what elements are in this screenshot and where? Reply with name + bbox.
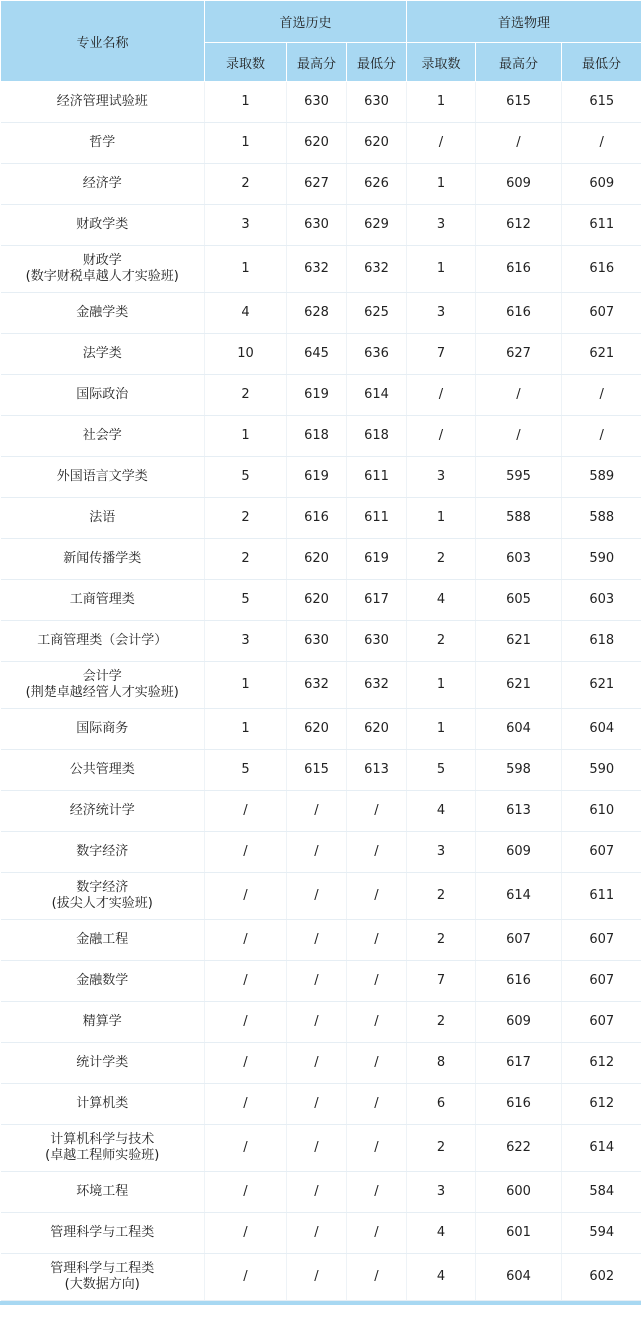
major-name-cell bbox=[1, 873, 205, 920]
physics-admitted-cell: 1 bbox=[407, 82, 476, 123]
physics-max-score-cell: 615 bbox=[476, 82, 562, 123]
history-admitted-cell: 1 bbox=[205, 246, 287, 293]
history-max-score-cell: / bbox=[287, 1084, 347, 1125]
history-max-score-cell: 620 bbox=[287, 580, 347, 621]
physics-admitted-cell: 4 bbox=[407, 791, 476, 832]
physics-max-score-cell: / bbox=[476, 375, 562, 416]
history-min-score-cell: 630 bbox=[347, 621, 407, 662]
history-admitted-cell: 3 bbox=[205, 205, 287, 246]
table-row bbox=[1, 1002, 641, 1043]
history-admitted-cell: 2 bbox=[205, 539, 287, 580]
physics-min-score-cell: 604 bbox=[562, 709, 641, 750]
physics-admitted-cell: 4 bbox=[407, 1254, 476, 1301]
history-admitted-cell: 1 bbox=[205, 416, 287, 457]
major-name-cell bbox=[1, 498, 205, 539]
history-max-score-cell: / bbox=[287, 1002, 347, 1043]
major-name-cell bbox=[1, 539, 205, 580]
history-min-score-cell: / bbox=[347, 873, 407, 920]
history-min-score-cell: 630 bbox=[347, 82, 407, 123]
history-max-score-cell: / bbox=[287, 920, 347, 961]
history-max-score-cell: 645 bbox=[287, 334, 347, 375]
history-max-score-cell: 619 bbox=[287, 457, 347, 498]
history-min-score-cell: 629 bbox=[347, 205, 407, 246]
history-min-score-cell: 625 bbox=[347, 293, 407, 334]
header-history-max: 最高分 bbox=[287, 43, 347, 82]
table-row bbox=[1, 873, 641, 920]
physics-max-score-cell: 607 bbox=[476, 920, 562, 961]
major-name-cell bbox=[1, 457, 205, 498]
physics-admitted-cell: 2 bbox=[407, 621, 476, 662]
physics-max-score-cell: 595 bbox=[476, 457, 562, 498]
major-name-cell bbox=[1, 1002, 205, 1043]
major-name-cell bbox=[1, 416, 205, 457]
history-min-score-cell: 618 bbox=[347, 416, 407, 457]
major-name-cell bbox=[1, 961, 205, 1002]
physics-admitted-cell: 3 bbox=[407, 205, 476, 246]
history-max-score-cell: 628 bbox=[287, 293, 347, 334]
major-name: 管理科学与工程类 bbox=[50, 1261, 155, 1276]
physics-admitted-cell: 2 bbox=[407, 1125, 476, 1172]
physics-min-score-cell: 607 bbox=[562, 293, 641, 334]
header-major-name: 专业名称 bbox=[1, 1, 205, 82]
history-min-score-cell: / bbox=[347, 1084, 407, 1125]
table-row bbox=[1, 662, 641, 709]
physics-min-score-cell: 612 bbox=[562, 1084, 641, 1125]
table-row bbox=[1, 375, 641, 416]
history-max-score-cell: 618 bbox=[287, 416, 347, 457]
physics-min-score-cell: 621 bbox=[562, 662, 641, 709]
major-name: 财政学 bbox=[82, 253, 122, 268]
major-name-cell bbox=[1, 580, 205, 621]
history-admitted-cell: 1 bbox=[205, 82, 287, 123]
major-name-cell bbox=[1, 375, 205, 416]
major-name: 外国语言文学类 bbox=[56, 469, 148, 484]
major-name-cell bbox=[1, 1084, 205, 1125]
table-row bbox=[1, 1172, 641, 1213]
major-name: 金融工程 bbox=[76, 932, 129, 947]
physics-min-score-cell: 588 bbox=[562, 498, 641, 539]
table-row bbox=[1, 621, 641, 662]
physics-min-score-cell: 607 bbox=[562, 961, 641, 1002]
major-name: 金融学类 bbox=[76, 305, 129, 320]
header-group-history: 首选历史 bbox=[205, 1, 407, 43]
major-name: 社会学 bbox=[82, 428, 122, 443]
major-name: 金融数学 bbox=[76, 973, 129, 988]
table-row bbox=[1, 750, 641, 791]
history-admitted-cell: 1 bbox=[205, 709, 287, 750]
history-min-score-cell: / bbox=[347, 1172, 407, 1213]
major-name: 哲学 bbox=[89, 135, 116, 150]
history-min-score-cell: 617 bbox=[347, 580, 407, 621]
history-min-score-cell: / bbox=[347, 1213, 407, 1254]
history-max-score-cell: 632 bbox=[287, 662, 347, 709]
history-admitted-cell: 2 bbox=[205, 375, 287, 416]
history-min-score-cell: 614 bbox=[347, 375, 407, 416]
major-name-cell bbox=[1, 832, 205, 873]
history-min-score-cell: / bbox=[347, 1254, 407, 1301]
major-name: 法语 bbox=[89, 510, 116, 525]
table-row bbox=[1, 709, 641, 750]
history-max-score-cell: 632 bbox=[287, 246, 347, 293]
physics-min-score-cell: 618 bbox=[562, 621, 641, 662]
physics-admitted-cell: 1 bbox=[407, 164, 476, 205]
history-admitted-cell: 2 bbox=[205, 164, 287, 205]
history-admitted-cell: 1 bbox=[205, 662, 287, 709]
history-min-score-cell: 611 bbox=[347, 498, 407, 539]
physics-admitted-cell: 3 bbox=[407, 457, 476, 498]
history-min-score-cell: / bbox=[347, 1002, 407, 1043]
major-name: 新闻传播学类 bbox=[63, 551, 142, 566]
physics-max-score-cell: 588 bbox=[476, 498, 562, 539]
physics-min-score-cell: 607 bbox=[562, 832, 641, 873]
physics-min-score-cell: 602 bbox=[562, 1254, 641, 1301]
major-name: 环境工程 bbox=[76, 1184, 129, 1199]
table-row bbox=[1, 416, 641, 457]
major-name-cell bbox=[1, 246, 205, 293]
major-name-cell bbox=[1, 621, 205, 662]
major-name-cell bbox=[1, 662, 205, 709]
table-header bbox=[1, 1, 641, 82]
physics-max-score-cell: 604 bbox=[476, 709, 562, 750]
table-row bbox=[1, 498, 641, 539]
table-row bbox=[1, 1043, 641, 1084]
history-admitted-cell: 5 bbox=[205, 580, 287, 621]
history-max-score-cell: 627 bbox=[287, 164, 347, 205]
history-max-score-cell: / bbox=[287, 1213, 347, 1254]
major-name-cell bbox=[1, 205, 205, 246]
physics-min-score-cell: 603 bbox=[562, 580, 641, 621]
table-row bbox=[1, 1084, 641, 1125]
physics-admitted-cell: 2 bbox=[407, 920, 476, 961]
physics-admitted-cell: 6 bbox=[407, 1084, 476, 1125]
history-min-score-cell: / bbox=[347, 1043, 407, 1084]
major-name-subtitle: (卓越工程师实验班) bbox=[45, 1148, 160, 1163]
major-name: 经济管理试验班 bbox=[56, 94, 148, 109]
major-name: 经济学 bbox=[82, 176, 122, 191]
history-max-score-cell: 620 bbox=[287, 539, 347, 580]
header-physics-min: 最低分 bbox=[562, 43, 641, 82]
major-name-cell bbox=[1, 1213, 205, 1254]
history-admitted-cell: 2 bbox=[205, 498, 287, 539]
physics-max-score-cell: 621 bbox=[476, 662, 562, 709]
major-name: 计算机科学与技术 bbox=[50, 1132, 155, 1147]
physics-min-score-cell: 589 bbox=[562, 457, 641, 498]
history-min-score-cell: 632 bbox=[347, 246, 407, 293]
physics-min-score-cell: 621 bbox=[562, 334, 641, 375]
major-name: 国际商务 bbox=[76, 721, 129, 736]
major-name-cell bbox=[1, 791, 205, 832]
history-admitted-cell: / bbox=[205, 961, 287, 1002]
physics-max-score-cell: 604 bbox=[476, 1254, 562, 1301]
major-name-cell bbox=[1, 82, 205, 123]
physics-max-score-cell: 622 bbox=[476, 1125, 562, 1172]
physics-admitted-cell: 1 bbox=[407, 246, 476, 293]
history-admitted-cell: 4 bbox=[205, 293, 287, 334]
table-row bbox=[1, 82, 641, 123]
physics-max-score-cell: 598 bbox=[476, 750, 562, 791]
major-name: 统计学类 bbox=[76, 1055, 129, 1070]
physics-min-score-cell: 584 bbox=[562, 1172, 641, 1213]
table-row bbox=[1, 832, 641, 873]
major-name-cell bbox=[1, 1043, 205, 1084]
table-row bbox=[1, 1254, 641, 1301]
table-row bbox=[1, 246, 641, 293]
physics-max-score-cell: 616 bbox=[476, 246, 562, 293]
physics-max-score-cell: 614 bbox=[476, 873, 562, 920]
history-max-score-cell: / bbox=[287, 791, 347, 832]
physics-max-score-cell: 617 bbox=[476, 1043, 562, 1084]
history-max-score-cell: 630 bbox=[287, 82, 347, 123]
history-admitted-cell: / bbox=[205, 1213, 287, 1254]
physics-min-score-cell: / bbox=[562, 123, 641, 164]
header-physics-admitted: 录取数 bbox=[407, 43, 476, 82]
history-min-score-cell: / bbox=[347, 791, 407, 832]
history-max-score-cell: / bbox=[287, 832, 347, 873]
physics-admitted-cell: / bbox=[407, 416, 476, 457]
table-row bbox=[1, 580, 641, 621]
table-row bbox=[1, 539, 641, 580]
physics-admitted-cell: 4 bbox=[407, 580, 476, 621]
major-name-cell bbox=[1, 334, 205, 375]
header-history-min: 最低分 bbox=[347, 43, 407, 82]
history-max-score-cell: 630 bbox=[287, 205, 347, 246]
physics-min-score-cell: 610 bbox=[562, 791, 641, 832]
physics-min-score-cell: 611 bbox=[562, 205, 641, 246]
major-name-cell bbox=[1, 1172, 205, 1213]
table-row bbox=[1, 123, 641, 164]
table-row bbox=[1, 1213, 641, 1254]
physics-admitted-cell: 7 bbox=[407, 334, 476, 375]
history-max-score-cell: / bbox=[287, 1125, 347, 1172]
major-name-subtitle: (荆楚卓越经管人才实验班) bbox=[25, 685, 179, 700]
physics-admitted-cell: 1 bbox=[407, 662, 476, 709]
major-name: 财政学类 bbox=[76, 217, 129, 232]
physics-admitted-cell: 2 bbox=[407, 873, 476, 920]
physics-max-score-cell: 627 bbox=[476, 334, 562, 375]
major-name-subtitle: (拔尖人才实验班) bbox=[51, 896, 153, 911]
history-max-score-cell: / bbox=[287, 873, 347, 920]
physics-admitted-cell: 2 bbox=[407, 539, 476, 580]
physics-admitted-cell: / bbox=[407, 375, 476, 416]
history-min-score-cell: 613 bbox=[347, 750, 407, 791]
physics-max-score-cell: 603 bbox=[476, 539, 562, 580]
history-min-score-cell: / bbox=[347, 832, 407, 873]
major-name: 法学类 bbox=[82, 346, 122, 361]
table-row bbox=[1, 293, 641, 334]
physics-min-score-cell: 607 bbox=[562, 920, 641, 961]
history-admitted-cell: 5 bbox=[205, 750, 287, 791]
table-row bbox=[1, 791, 641, 832]
physics-admitted-cell: 1 bbox=[407, 498, 476, 539]
history-admitted-cell: / bbox=[205, 1125, 287, 1172]
major-name-cell bbox=[1, 750, 205, 791]
physics-max-score-cell: 609 bbox=[476, 832, 562, 873]
history-min-score-cell: / bbox=[347, 1125, 407, 1172]
physics-min-score-cell: / bbox=[562, 416, 641, 457]
table-row bbox=[1, 164, 641, 205]
history-admitted-cell: / bbox=[205, 1254, 287, 1301]
history-admitted-cell: / bbox=[205, 791, 287, 832]
history-max-score-cell: 616 bbox=[287, 498, 347, 539]
major-name: 管理科学与工程类 bbox=[50, 1225, 155, 1240]
major-name: 公共管理类 bbox=[69, 762, 135, 777]
physics-admitted-cell: 3 bbox=[407, 832, 476, 873]
history-min-score-cell: 626 bbox=[347, 164, 407, 205]
history-admitted-cell: / bbox=[205, 873, 287, 920]
physics-max-score-cell: 601 bbox=[476, 1213, 562, 1254]
history-admitted-cell: / bbox=[205, 1043, 287, 1084]
physics-min-score-cell: 612 bbox=[562, 1043, 641, 1084]
major-name-cell bbox=[1, 293, 205, 334]
history-min-score-cell: 620 bbox=[347, 123, 407, 164]
history-min-score-cell: 619 bbox=[347, 539, 407, 580]
physics-admitted-cell: 8 bbox=[407, 1043, 476, 1084]
physics-max-score-cell: 609 bbox=[476, 1002, 562, 1043]
physics-min-score-cell: / bbox=[562, 375, 641, 416]
physics-admitted-cell: 4 bbox=[407, 1213, 476, 1254]
table-row bbox=[1, 334, 641, 375]
history-max-score-cell: / bbox=[287, 961, 347, 1002]
physics-admitted-cell: 3 bbox=[407, 1172, 476, 1213]
physics-admitted-cell: 5 bbox=[407, 750, 476, 791]
physics-max-score-cell: 605 bbox=[476, 580, 562, 621]
major-name: 经济统计学 bbox=[69, 803, 135, 818]
physics-max-score-cell: 609 bbox=[476, 164, 562, 205]
physics-max-score-cell: 613 bbox=[476, 791, 562, 832]
history-admitted-cell: / bbox=[205, 1084, 287, 1125]
physics-max-score-cell: 616 bbox=[476, 293, 562, 334]
physics-max-score-cell: 600 bbox=[476, 1172, 562, 1213]
history-admitted-cell: / bbox=[205, 1002, 287, 1043]
major-name: 精算学 bbox=[82, 1014, 122, 1029]
history-min-score-cell: 611 bbox=[347, 457, 407, 498]
physics-max-score-cell: 621 bbox=[476, 621, 562, 662]
table-bottom-bar bbox=[0, 1301, 641, 1305]
header-history-admitted: 录取数 bbox=[205, 43, 287, 82]
physics-admitted-cell: 1 bbox=[407, 709, 476, 750]
major-name-subtitle: (数字财税卓越人才实验班) bbox=[25, 269, 179, 284]
major-name-cell bbox=[1, 123, 205, 164]
physics-min-score-cell: 590 bbox=[562, 750, 641, 791]
history-max-score-cell: / bbox=[287, 1172, 347, 1213]
major-name-cell bbox=[1, 920, 205, 961]
header-group-physics: 首选物理 bbox=[407, 1, 641, 43]
history-max-score-cell: 615 bbox=[287, 750, 347, 791]
major-name: 国际政治 bbox=[76, 387, 129, 402]
physics-min-score-cell: 607 bbox=[562, 1002, 641, 1043]
table-row bbox=[1, 1125, 641, 1172]
major-name: 会计学 bbox=[82, 669, 122, 684]
physics-max-score-cell: 616 bbox=[476, 1084, 562, 1125]
major-name: 数字经济 bbox=[76, 844, 129, 859]
major-name: 计算机类 bbox=[76, 1096, 129, 1111]
physics-admitted-cell: / bbox=[407, 123, 476, 164]
table-body bbox=[1, 82, 641, 1301]
physics-max-score-cell: / bbox=[476, 416, 562, 457]
physics-min-score-cell: 614 bbox=[562, 1125, 641, 1172]
history-min-score-cell: / bbox=[347, 920, 407, 961]
history-min-score-cell: 620 bbox=[347, 709, 407, 750]
history-admitted-cell: 10 bbox=[205, 334, 287, 375]
table-row bbox=[1, 205, 641, 246]
history-admitted-cell: 5 bbox=[205, 457, 287, 498]
physics-admitted-cell: 2 bbox=[407, 1002, 476, 1043]
major-name: 数字经济 bbox=[76, 880, 129, 895]
major-name-cell bbox=[1, 164, 205, 205]
physics-max-score-cell: 612 bbox=[476, 205, 562, 246]
table-row bbox=[1, 920, 641, 961]
physics-min-score-cell: 611 bbox=[562, 873, 641, 920]
history-min-score-cell: 632 bbox=[347, 662, 407, 709]
major-name-cell bbox=[1, 1254, 205, 1301]
physics-admitted-cell: 3 bbox=[407, 293, 476, 334]
major-name-cell bbox=[1, 1125, 205, 1172]
major-name-cell bbox=[1, 709, 205, 750]
history-max-score-cell: / bbox=[287, 1043, 347, 1084]
major-name-subtitle: (大数据方向) bbox=[64, 1277, 140, 1292]
history-admitted-cell: 3 bbox=[205, 621, 287, 662]
physics-min-score-cell: 590 bbox=[562, 539, 641, 580]
table-row bbox=[1, 961, 641, 1002]
history-max-score-cell: 620 bbox=[287, 123, 347, 164]
history-max-score-cell: 619 bbox=[287, 375, 347, 416]
history-admitted-cell: 1 bbox=[205, 123, 287, 164]
history-admitted-cell: / bbox=[205, 832, 287, 873]
physics-min-score-cell: 616 bbox=[562, 246, 641, 293]
physics-max-score-cell: / bbox=[476, 123, 562, 164]
history-max-score-cell: 620 bbox=[287, 709, 347, 750]
major-name: 工商管理类 bbox=[69, 592, 135, 607]
history-min-score-cell: / bbox=[347, 961, 407, 1002]
physics-admitted-cell: 7 bbox=[407, 961, 476, 1002]
physics-max-score-cell: 616 bbox=[476, 961, 562, 1002]
history-min-score-cell: 636 bbox=[347, 334, 407, 375]
physics-min-score-cell: 609 bbox=[562, 164, 641, 205]
header-physics-max: 最高分 bbox=[476, 43, 562, 82]
history-admitted-cell: / bbox=[205, 920, 287, 961]
physics-min-score-cell: 594 bbox=[562, 1213, 641, 1254]
major-name: 工商管理类（会计学） bbox=[37, 633, 168, 648]
history-max-score-cell: 630 bbox=[287, 621, 347, 662]
history-max-score-cell: / bbox=[287, 1254, 347, 1301]
table-row bbox=[1, 457, 641, 498]
physics-min-score-cell: 615 bbox=[562, 82, 641, 123]
history-admitted-cell: / bbox=[205, 1172, 287, 1213]
